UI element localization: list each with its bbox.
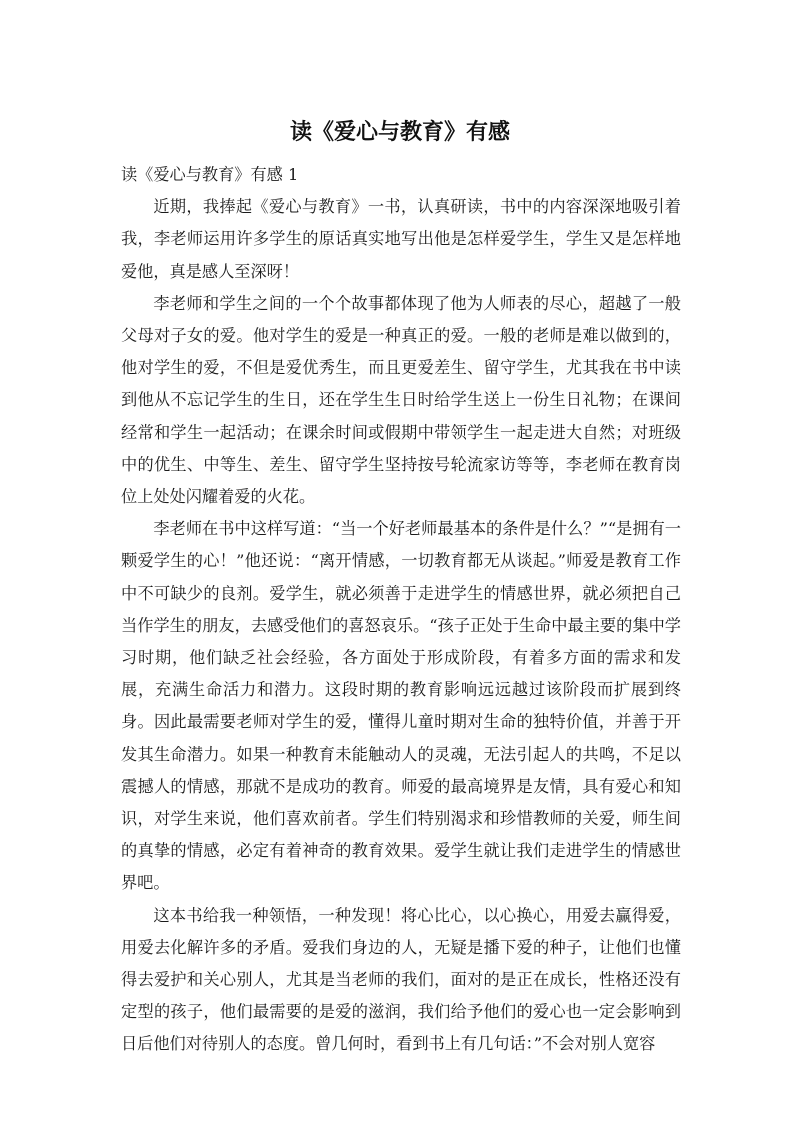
document-title: 读《爱心与教育》有感 bbox=[289, 120, 510, 145]
paragraph-1: 近期，我捧起《爱心与教育》一书，认真研读，书中的内容深深地吸引着我，李老师运用许多学生的原话真实地写出他是怎样爱学生，学生又是怎样地爱他，真是感人至深呀！ bbox=[121, 197, 681, 281]
paragraph-3: 李老师在书中这样写道：“当一个好老师最基本的条件是什么？”“是拥有一颗爱学生的心！”他还说：“离开情感，一切教育都无从谈起。”师爱是教育工作中不可缺少的良剂。爱学生，就必须善于走进学生的情感世界，就必须把自己当作学生的朋友，去感受他们的喜怒哀乐。“孩子正处于生命中最主要的集中学习时期，他们缺乏社会经验，各方面处于形成阶段，有着多方面的需求和发展，充满生命活力和潜力。这段时期的教育影响远远越过该阶段而扩展到终身。因此最需要老师对学生的爱，懂得儿童时期对生命的独特价值，并善于开发其生命潜力。如果一种教育未能触动人的灵魂，无法引起人的共鸣，不足以震撼人的情感，那就不是成功的教育。师爱的最高境界是友情，具有爱心和知识，对学生来说，他们喜欢前者。学生们特别渴求和珍惜教师的关爱，师生间的真挚的情感，必定有着神奇的教育效果。爱学生就让我们走进学生的情感世界吧。 bbox=[121, 519, 681, 893]
section-subtitle: 读《爱心与教育》有感 1 bbox=[121, 165, 299, 184]
paragraph-4: 这本书给我一种领悟，一种发现！将心比心，以心换心，用爱去赢得爱，用爱去化解许多的矛盾。爱我们身边的人，无疑是播下爱的种子，让他们也懂得去爱护和关心别人，尤其是当老师的我们，面对的是正在成长，性格还没有定型的孩子，他们最需要的是爱的滋润，我们给予他们的爱心也一定会影响到日后他们对待别人的态度。曾几何时，看到书上有几句话：”不会对别人宽容 bbox=[121, 905, 681, 1054]
paragraph-2: 李老师和学生之间的一个个故事都体现了他为人师表的尽心，超越了一般父母对子女的爱。他对学生的爱是一种真正的爱。一般的老师是难以做到的，他对学生的爱，不但是爱优秀生，而且更爱差生、留守学生，尤其我在书中读到他从不忘记学生的生日，还在学生生日时给学生送上一份生日礼物；在课间经常和学生一起活动；在课余时间或假期中带领学生一起走进大自然；对班级中的优生、中等生、差生、留守学生坚持按号轮流家访等等，李老师在教育岗位上处处闪耀着爱的火花。 bbox=[121, 293, 681, 507]
document-body bbox=[121, 159, 681, 1061]
